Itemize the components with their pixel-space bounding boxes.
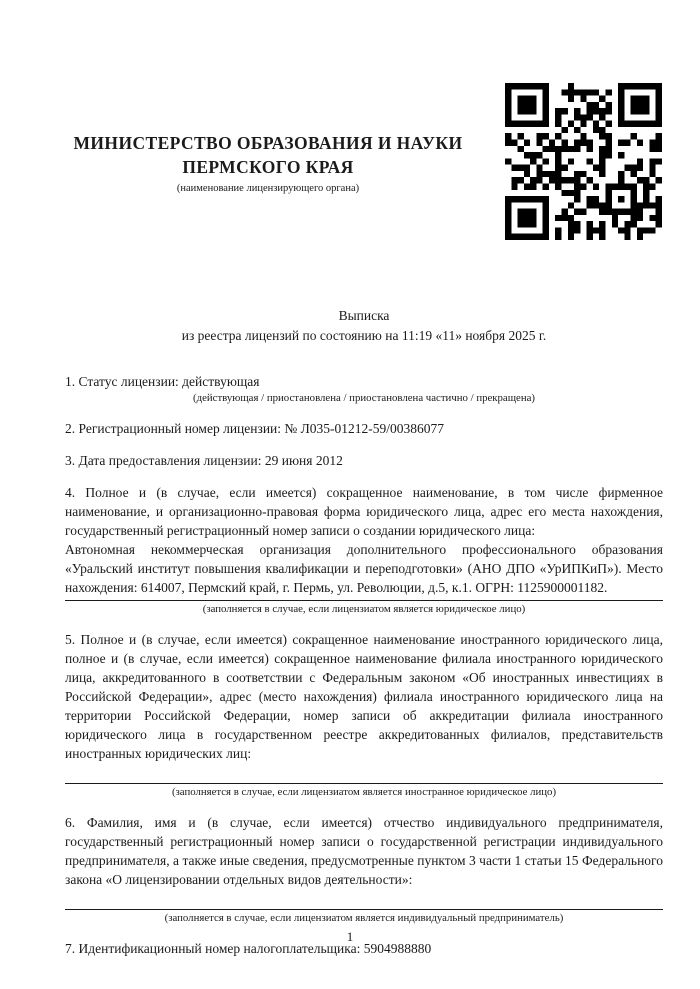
section-individual-entrepreneur xyxy=(65,813,663,926)
entrepreneur-label: 6. Фамилия, имя и (в случае, если имеется) отчество индивидуального предпринимателя, государственный регистрационный номер записи о государственной регистрации индивидуального предпринимателя, а также иные сведения, предусмотренные пунктом 3 части 1 статьи 15 Федерального закона «О лицензировании отдельных видов деятельности»: xyxy=(65,815,663,887)
ministry-name-line1: МИНИСТЕРСТВО ОБРАЗОВАНИЯ И НАУКИ xyxy=(73,133,463,153)
page-number: 1 xyxy=(346,929,354,944)
ministry-name-line2: ПЕРМСКОГО КРАЯ xyxy=(182,157,354,177)
fill-in-rule xyxy=(65,909,663,910)
empty-fill-line xyxy=(65,889,663,906)
foreign-entity-caption: (заполняется в случае, если лицензиатом является иностранное юридическое лицо) xyxy=(171,786,557,798)
foreign-entity-label: 5. Полное и (в случае, если имеется) сокращенное наименование иностранного юридического лица, полное и (в случае, если имеется) сокращенное наименование филиала иностранного юридического лица, аккредитованного в соответствии с Федеральным законом «Об иностранных инвестициях в Российской Федерации», адрес (место нахождения) филиала иностранного юридического лица на территории Российской Федерации, номер записи об аккредитации филиала иностранного юридического лица в государственном реестре аккредитованных филиалов, представительств иностранных юридических лиц: xyxy=(65,632,663,761)
entrepreneur-caption: (заполняется в случае, если лицензиатом является индивидуальный предприниматель) xyxy=(164,912,564,924)
empty-fill-line xyxy=(65,763,663,780)
document-body xyxy=(0,306,700,958)
issuing-authority-block xyxy=(18,131,518,195)
legal-entity-value: Автономная некоммерческая организация дополнительного профессионального образования «Уральский институт повышения квалификации и переподготовки» (АНО ДПО «УрИПКиП»). Место нахождения: 614007, Пермский край, г. Пермь, ул. Революции, д.5, к.1. ОГРН: 1125900001182. xyxy=(65,542,663,595)
document-title-line2: из реестра лицензий по состоянию на 11:19 «11» ноября 2025 г. xyxy=(181,328,547,343)
document-title xyxy=(65,306,663,346)
document-title-line1: Выписка xyxy=(338,308,390,323)
fill-in-rule xyxy=(65,600,663,601)
section-license-date xyxy=(65,451,663,470)
license-status-text: 1. Статус лицензии: действующая xyxy=(65,374,260,389)
section-legal-entity xyxy=(65,483,663,617)
taxpayer-number-text: 7. Идентификационный номер налогоплательщика: 5904988880 xyxy=(65,941,432,956)
legal-entity-label: 4. Полное и (в случае, если имеется) сокращенное наименование, в том числе фирменное наименование, и организационно-правовая форма юридического лица, адрес его места нахождения, государственный регистрационный номер записи о создании юридического лица: xyxy=(65,485,663,538)
section-foreign-entity xyxy=(65,630,663,800)
qr-code-image xyxy=(505,83,662,240)
license-date-text: 3. Дата предоставления лицензии: 29 июня 2012 xyxy=(65,453,343,468)
fill-in-rule xyxy=(65,783,663,784)
issuing-authority-caption: (наименование лицензирующего органа) xyxy=(176,183,360,194)
section-registration-number xyxy=(65,419,663,438)
legal-entity-caption: (заполняется в случае, если лицензиатом является юридическое лицо) xyxy=(202,603,526,615)
registration-number-text: 2. Регистрационный номер лицензии: № Л035-01212-59/00386077 xyxy=(65,421,445,436)
qr-code xyxy=(505,83,662,240)
section-license-status xyxy=(65,372,663,406)
license-status-caption: (действующая / приостановлена / приостановлена частично / прекращена) xyxy=(193,392,535,404)
document-header xyxy=(0,0,700,242)
